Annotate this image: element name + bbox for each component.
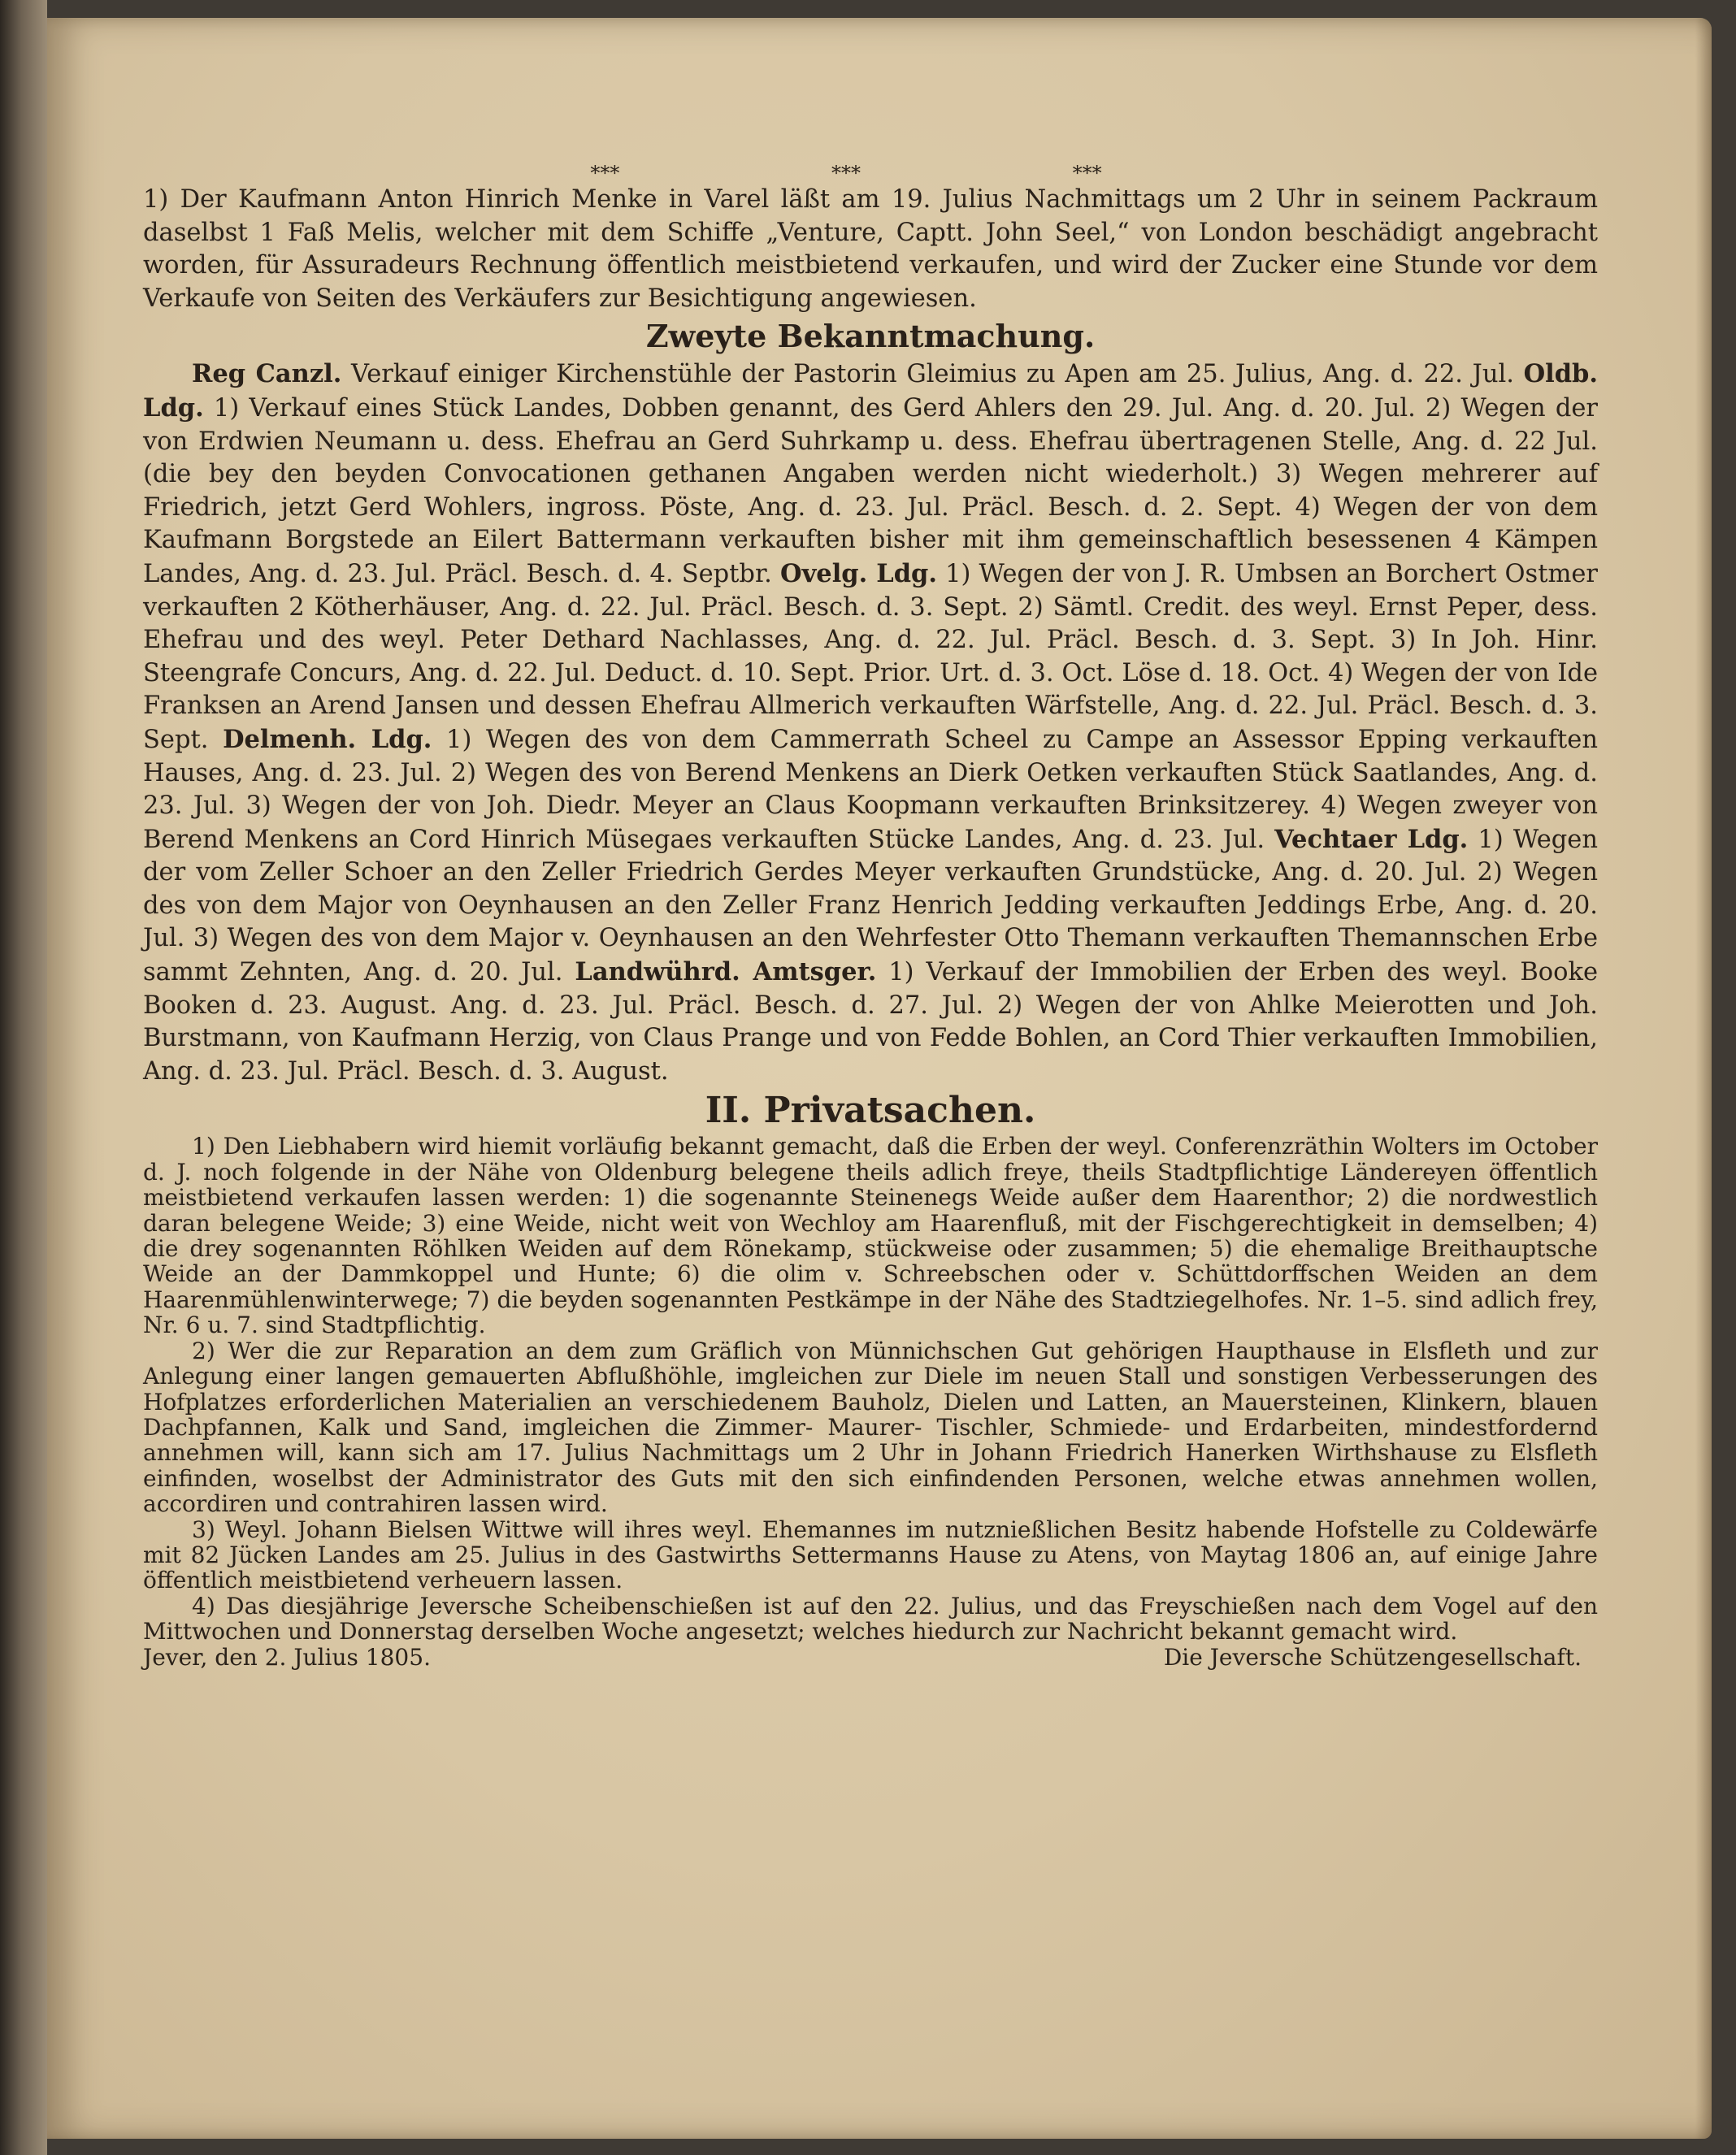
- page-text: [143, 163, 1598, 1670]
- label-delmenh-ldg: Delmenh. Ldg.: [223, 724, 432, 754]
- intro-notice: 1) Der Kaufmann Anton Hinrich Menke in Varel läßt am 19. Julius Nachmittags um 2 Uhr in seinem Packraum daselbst 1 Faß Melis, welcher mit dem Schiffe „Venture, Captt. John Seel,“ von London beschädigt angebracht worden, für Assuradeurs Rechnung öffentlich meistbietend verkaufen, und wird der Zucker eine Stunde vor dem Verkaufe von Seiten des Verkäufers zur Besichtigung angewiesen.: [143, 185, 1598, 313]
- zweyte-body: [143, 358, 1598, 1088]
- label-vechtaer-ldg: Vechtaer Ldg.: [1274, 824, 1469, 854]
- label-ovelg-ldg: Ovelg. Ldg.: [780, 558, 937, 588]
- asterism: ***: [831, 162, 861, 184]
- text-reg: Verkauf einiger Kirchenstühle der Pastorin Gleimius zu Apen am 25. Julius, Ang. d. 22. Jul.: [341, 360, 1524, 389]
- text-landwuehrd: 1) Verkauf der Immobilien der Erben des weyl. Booke Booken d. 23. August. Ang. d. 23. Jul. Präcl. Besch. d. 27. Jul. 2) Wegen der von Ahlke Meierotten und Joh. Burstmann, von Kaufmann Herzig, von Claus Prange und von Fedde Bohlen, an Cord Thier verkauften Immobilien, Ang. d. 23. Jul. Präcl. Besch. d. 3. August.: [143, 958, 1599, 1086]
- text-delmenh: 1) Wegen des von dem Cammerrath Scheel zu Campe an Assessor Epping verkauften Hauses, Ang. d. 23. Jul. 2) Wegen des von Berend Menkens an Dierk Oetken verkauften Stück Saatlandes, Ang. d. 23. Jul. 3) Wegen der von Joh. Diedr. Meyer an Claus Koopmann verkauften Brinksitzerey. 4) Wegen zweyer von Berend Menkens an Cord Hinrich Müsegaes verkauften Stücke Landes, Ang. d. 23. Jul.: [143, 725, 1598, 854]
- label-oldb-ldg: Oldb. Ldg.: [143, 359, 1598, 423]
- section-heading-zweyte: Zweyte Bekanntmachung.: [645, 318, 1096, 355]
- signature: Die Jeversche Schützengesellschaft.: [1163, 1643, 1582, 1671]
- privat-item-3: 3) Weyl. Johann Bielsen Wittwe will ihres weyl. Ehemannes im nutznießlichen Besitz habende Hofstelle zu Coldewärfe mit 82 Jücken Landes am 25. Julius in des Gastwirths Settermanns Hause zu Atens, von Maytag 1806 an, auf einige Jahre öffentlich meistbietend verheuern lassen.: [143, 1515, 1598, 1594]
- document-page: [47, 18, 1712, 2139]
- privat-item-4: 4) Das diesjährige Jeversche Scheibenschießen ist auf den 22. Julius, und das Freyschießen nach dem Vogel auf den Mittwochen und Donnerstag derselben Woche angesetzt; welches hiedurch zur Nachricht bekannt gemacht wird.: [143, 1592, 1598, 1646]
- label-reg-canzl: Reg Canzl.: [192, 359, 342, 389]
- label-landwuehrd-amtsger: Landwührd. Amtsger.: [575, 957, 877, 987]
- section-heading-privatsachen: II. Privatsachen.: [705, 1090, 1036, 1132]
- asterism: ***: [590, 162, 620, 184]
- text-vechtaer: 1) Wegen der vom Zeller Schoer an den Zeller Friedrich Gerdes Meyer verkauften Grundstücke, Ang. d. 20. Jul. 2) Wegen des von dem Major von Oeynhausen an den Zeller Franz Henrich Jedding verkauften Jeddings Erbe, Ang. d. 20. Jul. 3) Wegen des von dem Major v. Oeynhausen an den Wehrfester Otto Themann verkauften Themannschen Erbe sammt Zehnten, Ang. d. 20. Jul.: [143, 825, 1598, 987]
- asterism: ***: [1072, 162, 1102, 184]
- date-line: Jever, den 2. Julius 1805.: [143, 1643, 431, 1671]
- asterism-row: [143, 163, 1598, 184]
- privat-item-2: 2) Wer die zur Reparation an dem zum Gräflich von Münnichschen Gut gehörigen Haupthause in Elsfleth und zur Anlegung einer langen gemauerten Abflußhöhle, imgleichen zur Diele im neuen Stall und sonstigen Verbesserungen des Hofplatzes erforderlichen Materialien an verschiedenem Bauholz, Dielen und Latten, an Mauersteinen, Klinkern, blauen Dachpfannen, Kalk und Sand, imgleichen die Zimmer- Maurer- Tischler, Schmiede- und Erdarbeiten, mindestfordernd annehmen will, kann sich am 17. Julius Nachmittags um 2 Uhr in Johann Friedrich Hanerken Wirthshause zu Elsfleth einfinden, woselbst der Administrator des Guts mit den sich einfindenden Personen, welche etwas annehmen wollen, accordiren und contrahiren lassen wird.: [143, 1337, 1598, 1518]
- text-oldb: 1) Verkauf eines Stück Landes, Dobben genannt, des Gerd Ahlers den 29. Jul. Ang. d. 20. Jul. 2) Wegen der von Erdwien Neumann u. dess. Ehefrau an Gerd Suhrkamp u. dess. Ehefrau übertragenen Stelle, Ang. d. 22 Jul. (die bey den beyden Convocationen gethanen Angaben werden nicht wiederholt.) 3) Wegen mehrerer auf Friedrich, jetzt Gerd Wohlers, ingross. Pöste, Ang. d. 23. Jul. Präcl. Besch. d. 2. Sept. 4) Wegen der von dem Kaufmann Borgstede an Eilert Battermann verkauften bisher mit ihm gemeinschaftlich besessenen 4 Kämpen Landes, Ang. d. 23. Jul. Präcl. Besch. d. 4. Septbr.: [143, 393, 1598, 588]
- privat-item-1: 1) Den Liebhabern wird hiemit vorläufig bekannt gemacht, daß die Erben der weyl. Conferenzräthin Wolters im October d. J. noch folgende in der Nähe von Oldenburg belegene theils adlich freye, theils Stadtpflichtige Ländereyen öffentlich meistbietend verkaufen lassen werden: 1) die sogenannte Steinenegs Weide außer dem Haarenthor; 2) die nordwestlich daran belegene Weide; 3) eine Weide, nicht weit von Wechloy am Haarenfluß, mit der Fischgerechtigkeit in demselben; 4) die drey sogenannten Röhlken Weiden auf dem Rönekamp, stückweise oder zusammen; 5) die ehemalige Breithauptsche Weide an der Dammkoppel und Hunte; 6) die olim v. Schreebschen oder v. Schüttdorffschen Weiden an dem Haarenmühlenwinterwege; 7) die beyden sogenannten Pestkämpe in der Nähe des Stadtziegelhofes. Nr. 1–5. sind adlich frey, Nr. 6 u. 7. sind Stadtpflichtig.: [143, 1133, 1598, 1339]
- text-ovelg: 1) Wegen der von J. R. Umbsen an Borchert Ostmer verkauften 2 Kötherhäuser, Ang. d. 22. Jul. Präcl. Besch. d. 3. Sept. 2) Sämtl. Credit. des weyl. Ernst Peper, dess. Ehefrau und des weyl. Peter Dethard Nachlasses, Ang. d. 22. Jul. Präcl. Besch. d. 3. Sept. 3) In Joh. Hinr. Steengrafe Concurs, Ang. d. 22. Jul. Deduct. d. 10. Sept. Prior. Urt. d. 3. Oct. Löse d. 18. Oct. 4) Wegen der von Ide Franksen an Arend Jansen und dessen Ehefrau Allmerich verkauften Wärfstelle, Ang. d. 22. Jul. Präcl. Besch. d. 3. Sept.: [143, 559, 1599, 754]
- privat-items: [143, 1134, 1598, 1670]
- previous-page-edge: [0, 0, 47, 2155]
- closing-line: [143, 1645, 1598, 1670]
